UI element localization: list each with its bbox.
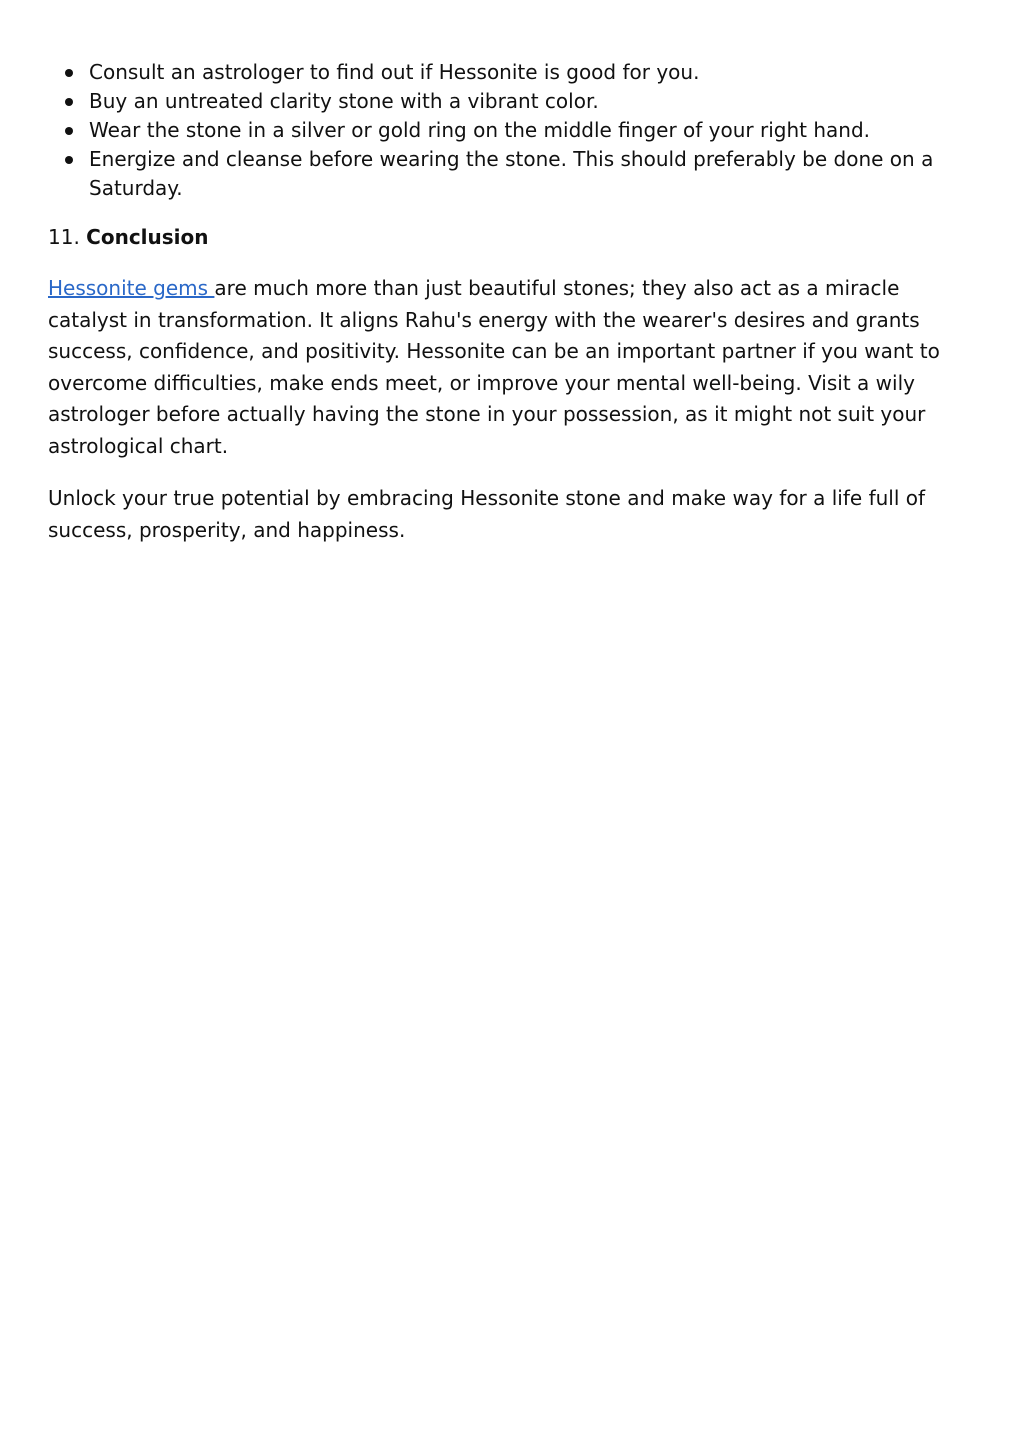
bullet-dot-icon xyxy=(65,98,73,106)
section-title: Conclusion xyxy=(86,225,209,249)
list-item xyxy=(89,116,978,145)
bullet-dot-icon xyxy=(65,156,73,164)
document-page xyxy=(48,58,978,546)
section-number: 11. xyxy=(48,225,80,249)
hessonite-gems-link[interactable]: Hessonite gems xyxy=(48,276,215,300)
list-item-text: Consult an astrologer to find out if Hessonite is good for you. xyxy=(89,60,700,84)
list-item xyxy=(89,87,978,116)
list-item xyxy=(89,58,978,87)
conclusion-paragraph xyxy=(48,273,978,462)
section-heading xyxy=(48,223,978,252)
list-item-text: Buy an untreated clarity stone with a vibrant color. xyxy=(89,89,599,113)
closing-paragraph: Unlock your true potential by embracing Hessonite stone and make way for a life full of success, prosperity, and happiness. xyxy=(48,486,926,542)
tips-list xyxy=(48,58,978,203)
list-item-text: Energize and cleanse before wearing the stone. This should preferably be done on a Saturday. xyxy=(89,147,934,200)
conclusion-paragraph-text: are much more than just beautiful stones; they also act as a miracle catalyst in transformation. It aligns Rahu's energy with the wearer's desires and grants success, confidence, and positivity. Hessonite can be an important partner if you want to overcome difficulties, make ends meet, or improve your mental well-being. Visit a wily astrologer before actually having the stone in your possession, as it might not suit your astrological chart. xyxy=(48,276,940,458)
list-item-text: Wear the stone in a silver or gold ring on the middle finger of your right hand. xyxy=(89,118,871,142)
bullet-dot-icon xyxy=(65,69,73,77)
list-item xyxy=(89,145,978,203)
bullet-dot-icon xyxy=(65,127,73,135)
